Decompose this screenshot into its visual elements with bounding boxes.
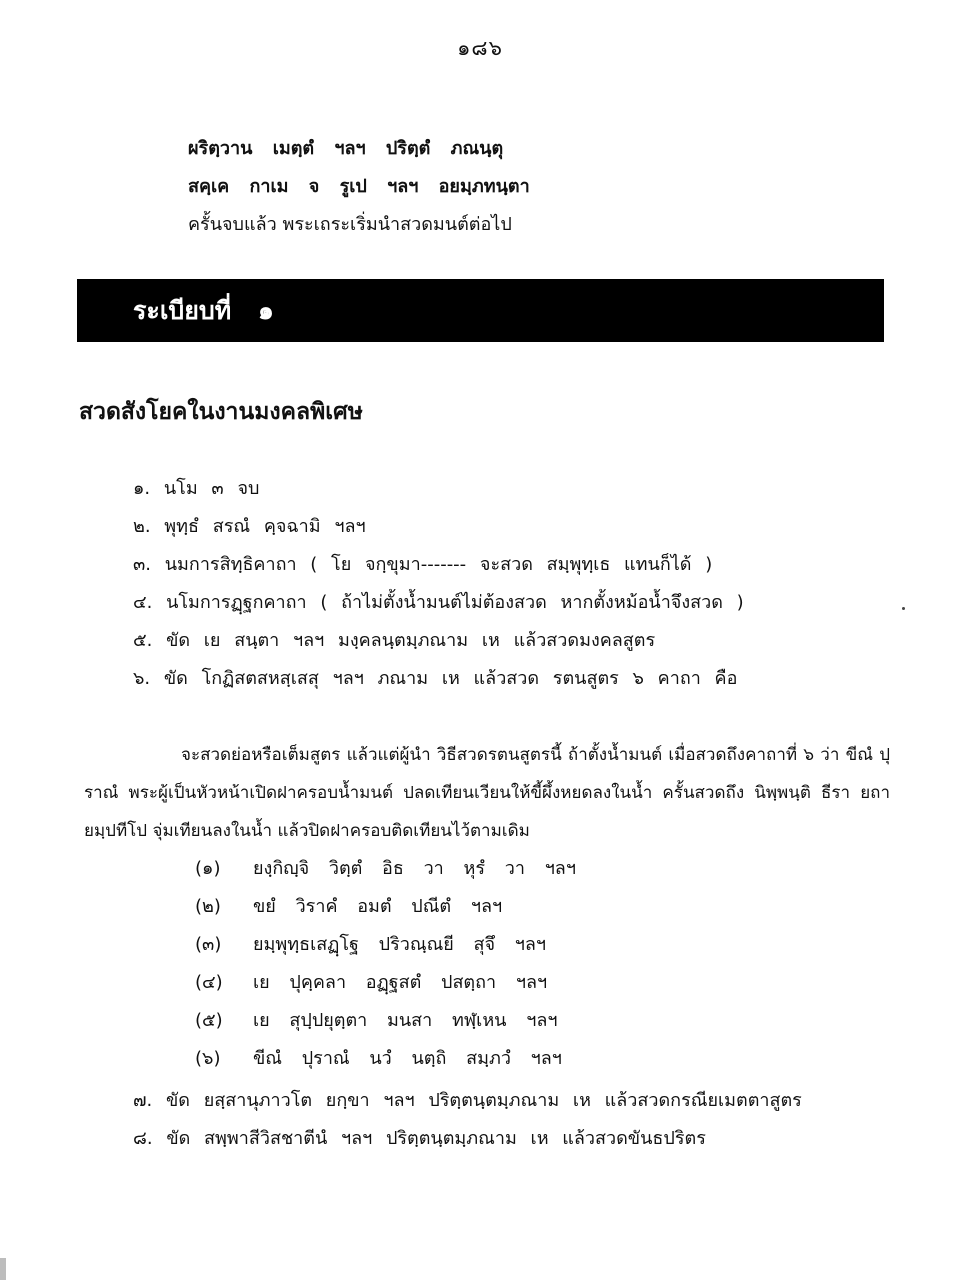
opening-block — [188, 130, 530, 244]
opening-verse-line: ผริตฺวาน เมตฺตํ ฯลฯ ปริตฺตํ ภณนฺตุ — [188, 138, 504, 159]
list-item: ๑. นโม ๓ จบ — [133, 478, 260, 499]
verse-number: (๔) — [195, 972, 223, 993]
scan-edge-mark — [0, 1258, 6, 1280]
scan-speck — [902, 607, 905, 610]
section-banner — [77, 279, 884, 342]
verse-item — [195, 1002, 576, 1040]
verse-item — [195, 850, 576, 888]
banner-title: ระเบียบที่ ๑ — [133, 295, 274, 325]
list-item: ๗. ขัด ยสฺสานุภาวโต ยกฺขา ฯลฯ ปริตฺตนฺตมฺภณาม เห แล้วสวดกรณียเมตตาสูตร — [133, 1090, 802, 1111]
verses-list — [195, 850, 576, 1078]
verse-number: (๒) — [195, 896, 221, 917]
instruction-paragraph: จะสวดย่อหรือเต็มสูตร แล้วแต่ผู้นำ วิธีสวดรตนสูตรนี้ ถ้าตั้งน้ำมนต์ เมื่อสวดถึงคาถาที่ ๖ ว่า ขีณํ ปุราณํ พระผู้เป็นหัวหน้าเปิดฝาครอบน้ำมนต์ ปลดเทียนเวียนให้ขี้ผึ้งหยดลงในน้ำ ครั้นสวดถึง นิพฺพนฺติ ธีรา ยถายมฺปทีโป จุ่มเทียนลงในน้ำ แล้วปิดฝาครอบติดเทียนไว้ตามเดิม — [84, 745, 890, 841]
list-item: ๘. ขัด สพฺพาสีวิสชาตีนํ ฯลฯ ปริตฺตนฺตมฺภณาม เห แล้วสวดขันธปริตร — [133, 1128, 706, 1149]
steps-list-continued — [133, 1082, 802, 1158]
verse-text: เย สุปฺปยุตฺตา มนสา ทฬฺเหน ฯลฯ — [253, 1010, 558, 1031]
verse-number: (๕) — [195, 1010, 223, 1031]
verse-number: (๓) — [195, 934, 222, 955]
verse-text: เย ปุคฺคลา อฏฺฐสตํ ปสตฺถา ฯลฯ — [253, 972, 548, 993]
steps-list — [133, 470, 744, 698]
verse-text: ขีณํ ปุราณํ นวํ นตฺถิ สมฺภวํ ฯลฯ — [253, 1048, 562, 1069]
opening-verse-line: สคฺเค กาเม จ รูเป ฯลฯ อยมฺภทนฺตา — [188, 176, 530, 197]
list-item: ๖. ขัด โกฏิสตสหสฺเสสุ ฯลฯ ภณาม เห แล้วสวด รตนสูตร ๖ คาถา คือ — [133, 668, 738, 689]
verse-item — [195, 926, 576, 964]
list-item: ๒. พุทฺธํ สรณํ คฺจฉามิ ฯลฯ — [133, 516, 366, 537]
opening-note: ครั้นจบแล้ว พระเถระเริ่มนำสวดมนต์ต่อไป — [188, 214, 512, 235]
verse-item — [195, 1040, 576, 1078]
verse-text: ยงฺกิญฺจิ วิตฺตํ อิธ วา หุรํ วา ฯลฯ — [253, 858, 576, 879]
section-title: สวดสังโยคในงานมงคลพิเศษ — [79, 399, 363, 425]
list-item: ๕. ขัด เย สนฺตา ฯลฯ มงฺคลนฺตมฺภณาม เห แล้วสวดมงคลสูตร — [133, 630, 656, 651]
verse-text: ยมฺพุทฺธเสฏฺโฐ ปริวณฺณยี สุจึ ฯลฯ — [253, 934, 547, 955]
list-item: ๓. นมการสิทฺธิคาถา ( โย จกฺขุมา------- จะสวด สมฺพุทฺเธ แทนก็ได้ ) — [133, 554, 713, 575]
verse-item — [195, 888, 576, 926]
list-item: ๔. นโมการฏฺฐกคาถา ( ถ้าไม่ตั้งน้ำมนต์ไม่ต้องสวด หากตั้งหม้อน้ำจึงสวด ) — [133, 592, 744, 613]
verse-number: (๖) — [195, 1048, 221, 1069]
verse-text: ขยํ วิราคํ อมตํ ปณีตํ ฯลฯ — [253, 896, 503, 917]
verse-number: (๑) — [195, 858, 221, 879]
verse-item — [195, 964, 576, 1002]
page-number: ๑๘๖ — [457, 36, 503, 60]
